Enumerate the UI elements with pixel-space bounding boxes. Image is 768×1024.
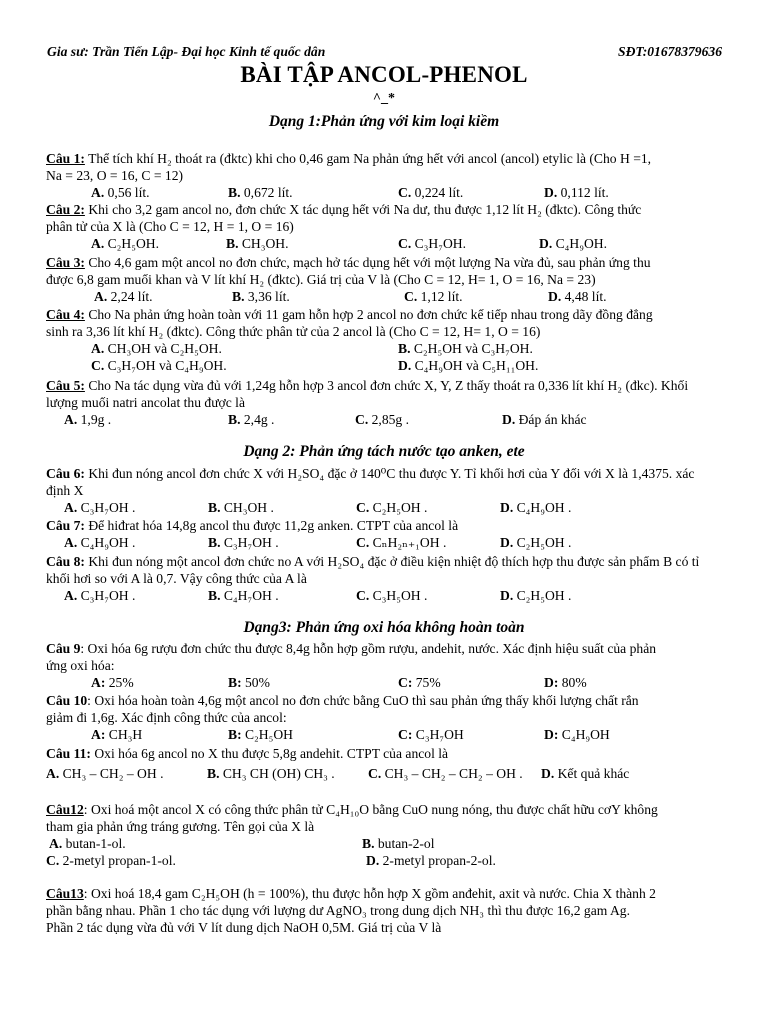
page-title: BÀI TẬP ANCOL-PHENOL (240, 62, 528, 87)
answer-option: D. C₂H₅OH . (500, 588, 572, 603)
question-label: Câu 3: (46, 255, 85, 270)
smiley-decoration: ^_* (372, 91, 396, 106)
phone-number: SĐT:01678379636 (618, 44, 722, 59)
question-text: Oxi hóa 6g ancol no X thu được 5,8g andehit. CTPT của ancol là (94, 746, 449, 761)
question-10-cont: giảm đi 1,6g. Xác định công thức của ancol: (46, 710, 287, 725)
answer-option: B. 0,672 lít. (228, 185, 293, 200)
question-9-cont: ứng oxi hóa: (46, 658, 115, 673)
answer-option: D. 4,48 lít. (548, 289, 607, 304)
question-4-cont: sinh ra 3,36 lít khí H₂ (đktc). Công thức phân tử của 2 ancol là (Cho C = 12, H= 1, O = 16) (46, 324, 541, 339)
answer-option: B. CH₃ CH (OH) CH₃ . (207, 766, 335, 781)
question-13-cont-2: Phần 2 tác dụng vừa đủ với V lít dung dịch NaOH 0,5M. Giá trị của V là (46, 920, 442, 935)
question-8 (46, 553, 724, 570)
answer-option: B. C₃H₇OH . (208, 535, 279, 550)
answer-option: C. 2,85g . (355, 412, 409, 427)
answer-option: B: 50% (228, 675, 270, 690)
answer-option: C. C₃H₇OH. (398, 236, 467, 251)
question-text: Để hiđrat hóa 14,8g ancol thu được 11,2g anken. CTPT của ancol là (88, 518, 459, 533)
answer-option: D. C₄H₉OH. (539, 236, 608, 251)
answer-option: A. CH₃ – CH₂ – OH . (46, 766, 164, 781)
answer-option: D. C₄H₉OH . (500, 500, 572, 515)
answer-option: C. C₃H₇OH và C₄H₉OH. (91, 358, 227, 373)
section-heading-2: Dạng 2: Phản ứng tách nước tạo anken, ete (243, 443, 525, 460)
question-3 (46, 254, 724, 271)
answer-option: D. 2-metyl propan-2-ol. (366, 853, 496, 868)
answer-option: B. butan-2-ol (362, 836, 435, 851)
question-2 (46, 201, 724, 218)
question-text: Thể tích khí H₂ thoát ra (đktc) khi cho 0,46 gam Na phản ứng hết với ancol (ancol) etylic là (Cho H =1, (88, 151, 652, 166)
question-4 (46, 306, 724, 323)
question-label: Câu 8: (46, 554, 85, 569)
section-heading-3: Dạng3: Phản ứng oxi hóa không hoàn toàn (243, 619, 525, 636)
question-label: Câu 10 (46, 693, 88, 708)
answer-option: A. C₄H₉OH . (64, 535, 136, 550)
answer-option: A. C₃H₇OH . (64, 500, 136, 515)
answer-option: D. C₄H₉OH và C₅H₁₁OH. (398, 358, 539, 373)
question-text: Cho Na tác dụng vừa đủ với 1,24g hỗn hợp 3 ancol đơn chức X, Y, Z thấy thoát ra 0,336 lít khí H₂ (đkc). Khối (88, 378, 689, 393)
answer-option: D. 0,112 lít. (544, 185, 609, 200)
question-6 (46, 465, 724, 482)
question-5-cont: lượng muối natri ancolat thu được là (46, 395, 245, 410)
answer-option: C. CH₃ – CH₂ – CH₂ – OH . (368, 766, 523, 781)
question-7 (46, 517, 724, 534)
answer-option: B. CH₃OH. (226, 236, 289, 251)
answer-option: D: 80% (544, 675, 587, 690)
question-12 (46, 801, 724, 818)
answer-option: A: 25% (91, 675, 134, 690)
question-12-cont: tham gia phản ứng tráng gương. Tên gọi của X là (46, 819, 315, 834)
question-label: Câu 9 (46, 641, 81, 656)
answer-option: C. CₙH₂ₙ₊₁OH . (356, 535, 447, 550)
answer-option: A. 1,9g . (64, 412, 112, 427)
question-label: Câu13 (46, 886, 84, 901)
answer-option: B. CH₃OH . (208, 500, 274, 515)
question-text: : Oxi hóa 6g rượu đơn chức thu được 8,4g hỗn hợp gồm rượu, andehit, nước. Xác định hiệu suất của phản (80, 641, 657, 656)
answer-option: A. 2,24 lít. (94, 289, 153, 304)
question-13-cont: phần bằng nhau. Phần 1 cho tác dụng với lượng dư AgNO₃ trong dung dịch NH₃ thì thu được 16,2 gam Ag. (46, 903, 630, 918)
answer-option: C. 2-metyl propan-1-ol. (46, 853, 176, 868)
answer-option: A: CH₃H (91, 727, 143, 742)
question-text: Khi đun nóng ancol đơn chức X với H₂SO₄ đặc ở 140⁰C thu được Y. Tỉ khối hơi của Y đối với X là 1,4375. xác (88, 466, 695, 481)
answer-option: C. C₂H₅OH . (356, 500, 428, 515)
answer-option: B. C₂H₅OH và C₃H₇OH. (398, 341, 533, 356)
question-label: Câu 7: (46, 518, 85, 533)
question-1 (46, 150, 724, 167)
question-label: Câu 6: (46, 466, 85, 481)
answer-option: C. 1,12 lít. (404, 289, 463, 304)
answer-option: A. 0,56 lít. (91, 185, 150, 200)
question-3-cont: được 6,8 gam muối khan và V lít khí H₂ (đktc). Giá trị của V là (Cho C = 12, H= 1, O = 16, Na = 23) (46, 272, 596, 287)
answer-option: D. C₂H₅OH . (500, 535, 572, 550)
question-label: Câu 1: (46, 151, 85, 166)
answer-option: B: C₂H₅OH (228, 727, 293, 742)
question-text: Cho Na phản ứng hoàn toàn với 11 gam hỗn hợp 2 ancol no đơn chức kế tiếp nhau trong dãy đồng đẳng (88, 307, 653, 322)
question-5 (46, 377, 724, 394)
question-text: : Oxi hóa hoàn toàn 4,6g một ancol no đơn chức bằng CuO thì sau phản ứng thấy khối lượng chất rắn (87, 693, 639, 708)
answer-option: C. 0,224 lít. (398, 185, 464, 200)
question-label: Câu 11: (46, 746, 91, 761)
question-text: : Oxi hoá 18,4 gam C₂H₅OH (h = 100%), thu được hỗn hợp X gồm anđehit, axit và nước. Chia X thành 2 (83, 886, 656, 901)
answer-option: D. Đáp án khác (502, 412, 587, 427)
answer-option: B. C₄H₇OH . (208, 588, 279, 603)
answer-option: B. 3,36 lít. (232, 289, 290, 304)
answer-option: D. Kết quả khác (541, 766, 630, 781)
question-text: Cho 4,6 gam một ancol no đơn chức, mạch hở tác dụng hết với một lượng Na vừa đủ, sau phản ứng thu (88, 255, 651, 270)
answer-option: C: 75% (398, 675, 441, 690)
question-6-cont: định X (46, 483, 84, 498)
question-1-cont: Na = 23, O = 16, C = 12) (46, 168, 184, 183)
question-text: Khi đun nóng một ancol đơn chức no A với H₂SO₄ đặc ở điều kiện nhiệt độ thích hợp thu được sản phẩm B có tỉ (88, 554, 700, 569)
question-9 (46, 640, 724, 657)
question-11 (46, 745, 724, 762)
answer-option: C. C₃H₅OH . (356, 588, 428, 603)
answer-option: A. C₂H₅OH. (91, 236, 160, 251)
question-label: Câu12 (46, 802, 84, 817)
question-label: Câu 2: (46, 202, 85, 217)
answer-option: B. 2,4g . (228, 412, 275, 427)
question-text: Khi cho 3,2 gam ancol no, đơn chức X tác dụng hết với Na dư, thu được 1,12 lít H₂ (đktc). Công thức (88, 202, 642, 217)
question-13 (46, 885, 724, 902)
section-heading-1: Dạng 1:Phản ứng với kim loại kiềm (268, 113, 500, 130)
answer-option: A. CH₃OH và C₂H₅OH. (91, 341, 222, 356)
question-text: : Oxi hoá một ancol X có công thức phân tử C₄H₁₀O bằng CuO nung nóng, thu được chất hữu cơY không (83, 802, 658, 817)
question-2-cont: phân tử của X là (Cho C = 12, H = 1, O = 16) (46, 219, 294, 234)
page-header (47, 44, 722, 62)
answer-option: C: C₃H₇OH (398, 727, 464, 742)
tutor-info: Gia sư: Trần Tiến Lập- Đại học Kinh tế quốc dân (47, 44, 326, 59)
answer-option: A. butan-1-ol. (49, 836, 126, 851)
question-label: Câu 4: (46, 307, 85, 322)
answer-option: A. C₃H₇OH . (64, 588, 136, 603)
answer-option: D: C₄H₉OH (544, 727, 610, 742)
question-label: Câu 5: (46, 378, 85, 393)
question-8-cont: khối hơi so với A là 0,7. Vậy công thức của A là (46, 571, 307, 586)
question-10 (46, 692, 724, 709)
